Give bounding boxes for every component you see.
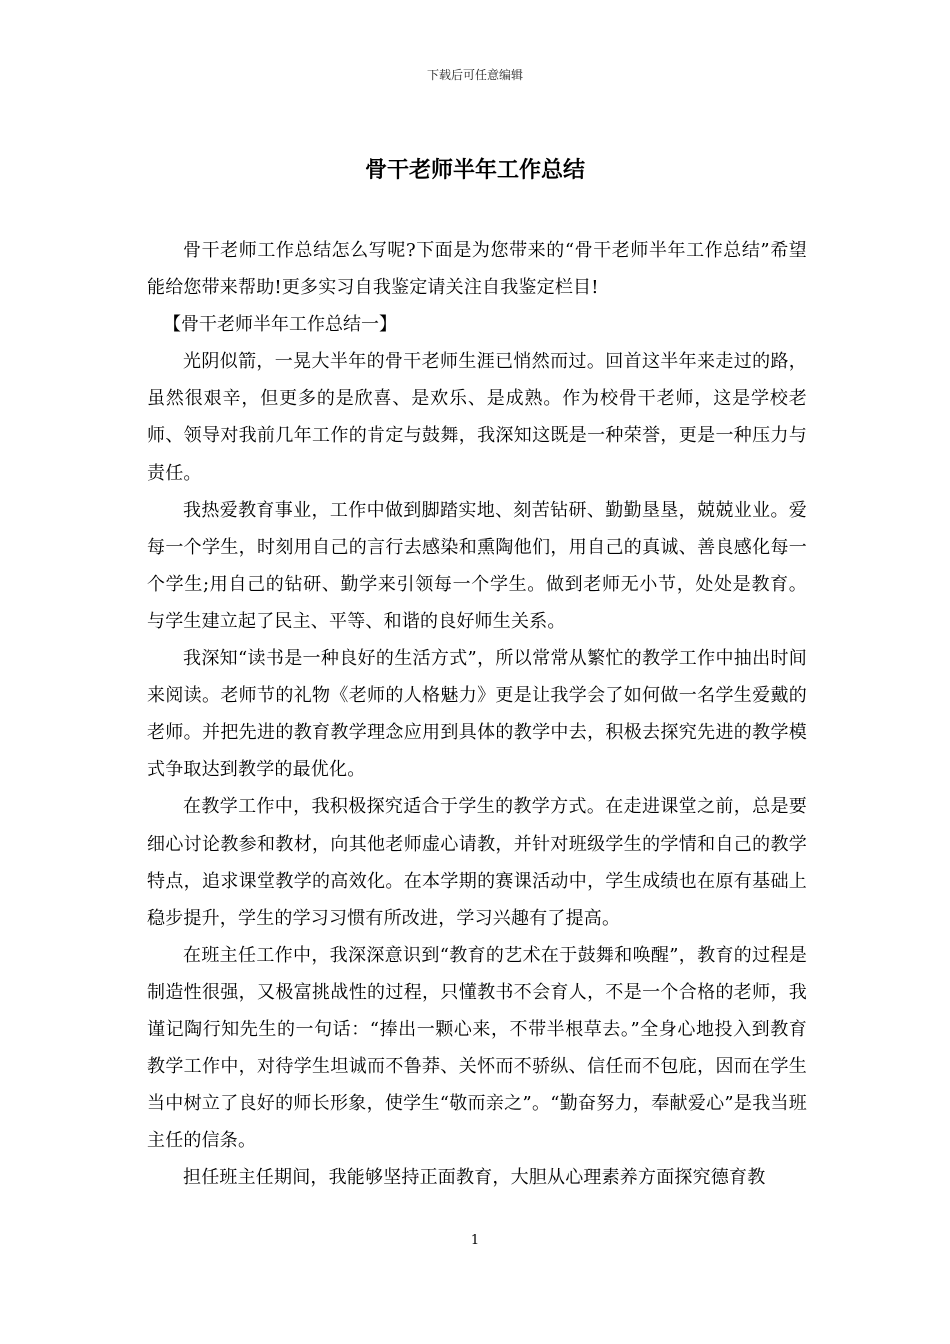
body-paragraph-3: 我深知“读书是一种良好的生活方式”，所以常常从繁忙的教学工作中抽出时间来阅读。老师节的礼物《老师的人格魅力》更是让我学会了如何做一名学生爱戴的老师。并把先进的教育教学理念应用到具体的教学中去，积极去探究先进的教学模式争取达到教学的最优化。 — [147, 648, 807, 781]
page-header-note: 下载后可任意编辑 — [426, 68, 523, 82]
body-paragraph-1: 光阴似箭，一晃大半年的骨干老师生涯已悄然而过。回首这半年来走过的路，虽然很艰辛，但更多的是欣喜、是欢乐、是成熟。作为校骨干老师，这是学校老师、领导对我前几年工作的肯定与鼓舞，我深知这既是一种荣誉，更是一种压力与责任。 — [147, 351, 807, 484]
body-paragraph-5: 在班主任工作中，我深深意识到“教育的艺术在于鼓舞和唤醒”，教育的过程是制造性很强，又极富挑战性的过程，只懂教书不会育人，不是一个合格的老师，我谨记陶行知先生的一句话：“捧出一颗心来，不带半根草去。”全身心地投入到教育教学工作中，对待学生坦诚而不鲁莽、关怀而不骄纵、信任而不包庇，因而在学生当中树立了良好的师长形象，使学生“敬而亲之”。“勤奋努力，奉献爱心”是我当班主任的信条。 — [147, 944, 807, 1152]
section-heading: 【骨干老师半年工作总结一】 — [163, 314, 397, 336]
page-number: 1 — [470, 1233, 480, 1248]
intro-paragraph: 骨干老师工作总结怎么写呢?下面是为您带来的“骨干老师半年工作总结”希望能给您带来帮助!更多实习自我鉴定请关注自我鉴定栏目! — [147, 240, 807, 299]
document-title: 骨干老师半年工作总结 — [364, 157, 585, 183]
body-paragraph-4: 在教学工作中，我积极探究适合于学生的教学方式。在走进课堂之前，总是要细心讨论教参和教材，向其他老师虚心请教，并针对班级学生的学情和自己的教学特点，追求课堂教学的高效化。在本学期的赛课活动中，学生成绩也在原有基础上稳步提升，学生的学习习惯有所改进，学习兴趣有了提高。 — [147, 796, 807, 929]
body-paragraph-6: 担任班主任期间，我能够坚持正面教育，大胆从心理素养方面探究德育教 — [183, 1167, 766, 1189]
body-paragraph-2: 我热爱教育事业，工作中做到脚踏实地、刻苦钻研、勤勤垦垦，兢兢业业。爱每一个学生，时刻用自己的言行去感染和熏陶他们，用自己的真诚、善良感化每一个学生;用自己的钻研、勤学来引领每一个学生。做到老师无小节，处处是教育。与学生建立起了民主、平等、和谐的良好师生关系。 — [147, 499, 807, 632]
document-body — [147, 232, 807, 1196]
